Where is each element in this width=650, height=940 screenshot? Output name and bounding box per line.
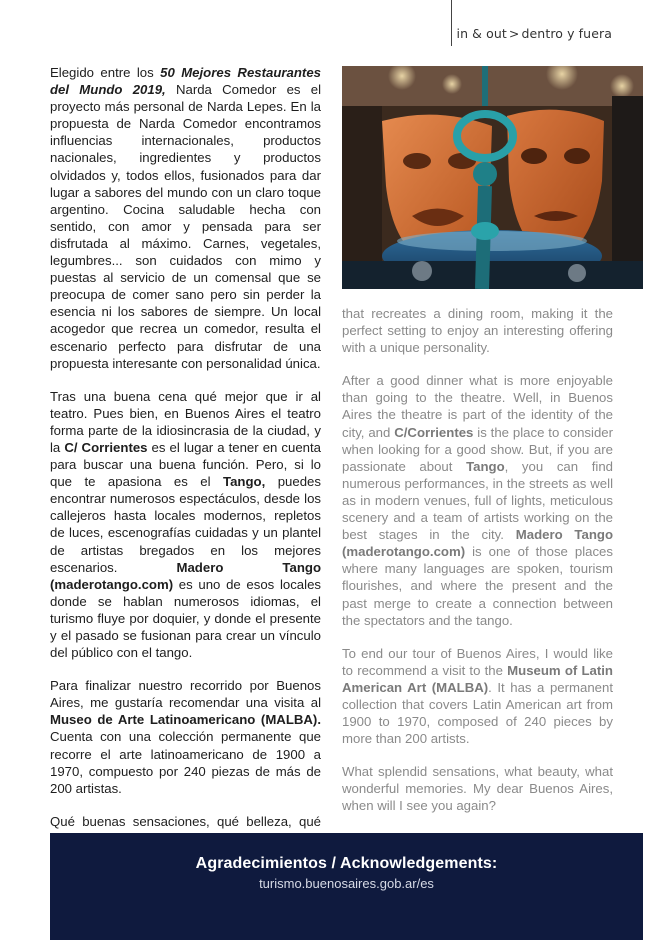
tango-emphasis: Tango xyxy=(466,458,505,474)
text-run: Narda Comedor es el proyecto más personal de Narda Lepes. En la propuesta de Narda Comedor encontramos influencias internacionales, productos nacionales, ingredientes y productos olvidados y, todos ellos, fusionados para dar lugar a sabores del mundo con un claro toque argentino. Cocina saludable hecha con sentido, con amor y pensada para ser disfrutada al máximo. Carnes, vegetales, legumbres... son cuidados con mimo y puestas al servicio de un comensal que se preocupa de comer sano pero sin perder la esencia ni los sabores de siempre. Un local acogedor que recrea un comedor, resulta el escenario perfecto para disfrutar de una propuesta interesante con personalidad única. xyxy=(50,82,321,371)
text-run: Tras una buena cena qué mejor que ir al teatro. Pues bien, en Buenos Aires el teatro forma parte de la idiosincrasia de la ciudad, y la xyxy=(50,388,321,455)
malba-emphasis: Museum of Latin American Art (MALBA) xyxy=(342,662,613,695)
corrientes-emphasis: C/Corrientes xyxy=(394,424,474,440)
en-paragraph-2 xyxy=(342,372,613,628)
text-run: es uno de esos locales donde se hablan numerosos idiomas, el turismo fluye por doquier, y donde el presente y el pasado se fusionan para crear un vínculo del público con el tango. xyxy=(50,576,321,661)
photo-illustration xyxy=(342,66,643,289)
acknowledgements-title: Agradecimientos / Acknowledgements: xyxy=(195,855,498,872)
es-paragraph-4: Qué buenas sensaciones, qué belleza, qué xyxy=(50,813,321,829)
text-run: After a good dinner what is more enjoyable than going to the theatre. Well, in Buenos Aires the theatre is part of the identity of the city, and xyxy=(342,373,613,440)
es-paragraph-2 xyxy=(50,388,321,662)
header-separator: > xyxy=(508,25,520,41)
text-run: Elegido entre los xyxy=(50,65,161,80)
text-run: Para finalizar nuestro recorrido por Buenos Aires, me gustaría recomendar una visita al xyxy=(50,678,321,711)
text-run: is one of those places where many languages are spoken, tourism flourishes, and where the present and the past merge to create a connection between the spectators and the tango. xyxy=(342,544,613,628)
es-paragraph-3 xyxy=(50,677,321,797)
text-run: . It has a permanent collection that covers Latin American art from 1900 to 1970, composed of 240 pieces by more than 200 artists. xyxy=(342,679,613,747)
award-emphasis: 50 Mejores Restaurantes del Mundo 2019, xyxy=(50,65,321,98)
acknowledgements-link[interactable]: turismo.buenosaires.gob.ar/es xyxy=(259,876,434,891)
text-run: , you can find numerous performances, in the streets as well as in modern venues, full of lights, meticulous scenery and a team of artists working on the best stages in the city. xyxy=(342,458,613,543)
header-dentro-fuera: dentro y fuera xyxy=(521,25,612,41)
malba-emphasis: Museo de Arte Latinoamericano (MALBA). xyxy=(50,712,321,728)
header-divider xyxy=(451,0,452,46)
text-run: puedes encontrar numerosos espectáculos, desde los callejeros hasta locales modernos, repletos de luces, escenografías cuidadas y un plantel de artistas bregados en los mejores escenarios. xyxy=(50,474,321,575)
acknowledgements-footer xyxy=(50,833,643,940)
section-header xyxy=(457,24,612,42)
theatre-masks-photo xyxy=(342,66,643,289)
spanish-column xyxy=(50,64,321,880)
en-paragraph-4: What splendid sensations, what beauty, what wonderful memories. My dear Buenos Aires, when will I see you again? xyxy=(342,764,613,814)
en-paragraph-3 xyxy=(342,645,613,748)
corrientes-emphasis: C/ Corrientes xyxy=(64,439,148,455)
text-run: Cuenta con una colección permanente que recorre el arte latinoamericano de 1900 a 1970, compuesto por 240 piezas de más de 200 artistas. xyxy=(50,729,321,796)
header-in-out: in & out xyxy=(456,25,507,41)
madero-tango-emphasis: Madero Tango (maderotango.com) xyxy=(342,527,614,560)
text-run: is the place to consider when looking for a good show. But, if you are passionate about xyxy=(342,424,614,474)
text-run: To end our tour of Buenos Aires, I would like to recommend a visit to the xyxy=(342,645,613,678)
madero-tango-emphasis: Madero Tango (maderotango.com) xyxy=(50,559,321,592)
text-run: es el lugar a tener en cuenta para buscar una buena función. Pero, si lo que te apasiona es el xyxy=(50,439,321,490)
en-paragraph-1: that recreates a dining room, making it the perfect setting to enjoy an interesting offering with a unique personality. xyxy=(342,306,613,356)
tango-emphasis: Tango, xyxy=(223,474,266,490)
es-paragraph-1 xyxy=(50,64,321,372)
english-column xyxy=(342,305,613,831)
